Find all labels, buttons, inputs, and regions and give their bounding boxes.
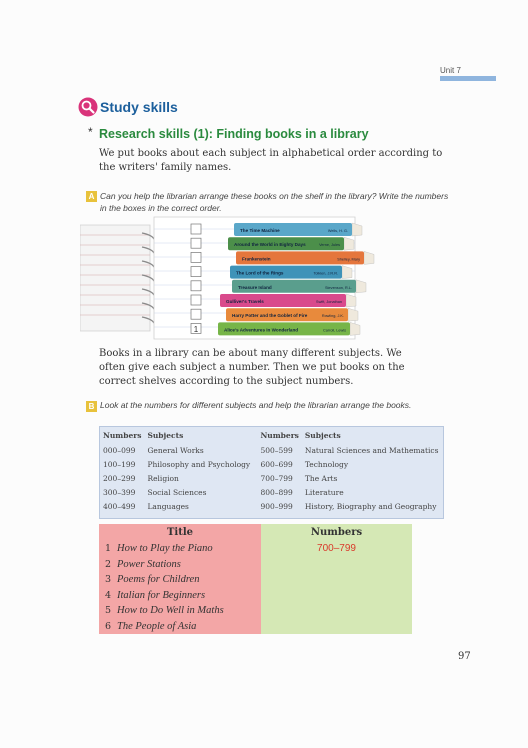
book-author-text: Rowling, J.K. [321,314,344,319]
answer-number-field[interactable] [261,557,412,573]
checkbox-number: 1 [193,324,199,334]
book-title: The People of Asia [117,619,261,635]
book-title-text: Around the World in Eighty Days [234,242,306,248]
section-b-instruction: Look at the numbers for different subjects and help the librarian arrange the books. [100,400,412,410]
subject-name: Literature [304,487,344,497]
book-title: Power Stations [117,557,261,573]
magnifier-badge-icon [78,97,98,117]
header-subjects-2: Subjects [304,430,341,440]
subject-number-range: 100–199 [103,459,136,469]
book-title: How to Do Well in Maths [117,603,261,619]
subject-number-range: 800–899 [260,487,293,497]
subject-number-range: 300–399 [103,487,136,497]
row-number: 2 [99,557,117,573]
book-title-text: Alice's Adventures in Wonderland [224,327,299,333]
subject-number-range: 900–999 [260,501,293,511]
order-checkbox[interactable] [191,267,201,277]
subject-name: History, Biography and Geography [304,501,437,511]
subject-name: The Arts [304,473,338,483]
star-marker: * [88,125,93,139]
book-title-text: Treasure Island [238,284,272,290]
section-b-badge: B [86,401,97,412]
book-title-text: Harry Potter and the Goblet of Fire [232,313,308,319]
row-number: 6 [99,619,117,635]
title-row [99,572,412,588]
book-title-text: Frankenstein [242,256,271,262]
book-author-text: Shelley, Mary [337,257,360,262]
book-spine [218,322,360,335]
book-spine [226,308,358,321]
book-author-text: Verne, Jules [319,243,340,248]
subject-name: Social Sciences [147,487,207,497]
section-a-badge: A [86,191,97,202]
subject-name: General Works [147,445,204,455]
book-spine [234,223,362,236]
book-title: Italian for Beginners [117,588,261,604]
answer-number-field[interactable] [261,619,412,635]
study-skills-title: Study skills [100,99,178,115]
page-number: 97 [458,651,471,662]
subject-number-range: 700–799 [260,473,293,483]
book-spine [228,237,354,250]
answer-number-field[interactable] [261,588,412,604]
order-checkbox[interactable] [191,238,201,248]
title-row [99,603,412,619]
title-numbers-table [99,524,412,634]
order-checkbox[interactable] [191,295,201,305]
subject-row [100,471,443,485]
section-a-instruction: Can you help the librarian arrange these books on the shelf in the library? Write the numbers in the boxes in the correct order. [100,191,449,213]
book-spine [236,251,374,264]
book-title-text: The Time Machine [240,228,280,233]
subject-number-range: 500–599 [260,445,293,455]
answer-number-field[interactable]: 700–799 [261,541,412,557]
subject-name: Natural Sciences and Mathematics [304,445,439,455]
subject-row [100,457,443,471]
book-spine [220,294,356,307]
unit-label: Unit 7 [440,66,461,75]
answer-number-field[interactable] [261,603,412,619]
subject-row [100,499,443,513]
subject-number-range: 600–699 [260,459,293,469]
header-numbers-2: Numbers [260,430,299,440]
book-spine [232,280,366,293]
book-title: Poems for Children [117,572,261,588]
title-row [99,557,412,573]
subject-name: Philosophy and Psychology [147,459,251,469]
row-number: 4 [99,588,117,604]
book-author-text: Swift, Jonathan [316,300,342,304]
research-skills-title: Research skills (1): Finding books in a library [99,127,369,141]
order-checkbox[interactable] [191,309,201,319]
intro-paragraph: We put books about each subject in alphabetical order according to the writers' family names. [99,148,443,173]
subject-number-range: 000–099 [103,445,136,455]
header-numbers: Numbers [261,524,412,541]
unit-bar [440,76,496,81]
book-author-text: Wells, H. G. [327,229,348,233]
row-number: 5 [99,603,117,619]
bookshelf-illustration [80,213,440,343]
title-row [99,541,412,557]
book-title: How to Play the Piano [117,541,261,557]
title-row [99,588,412,604]
subjects-paragraph: Books in a library can be about many different subjects. We often give each subject a number. Then we put books on the correct shelves according to the subject numbers. [99,348,405,387]
header-numbers-1: Numbers [103,430,142,440]
order-checkbox[interactable] [191,224,201,234]
order-checkbox[interactable] [191,281,201,291]
order-checkbox[interactable] [191,252,201,262]
book-author-text: Stevenson, R.L. [324,285,352,290]
row-number: 3 [99,572,117,588]
subject-name: Technology [304,459,349,469]
row-number: 1 [99,541,117,557]
book-title-text: Gulliver's Travels [226,299,264,304]
subject-row [100,485,443,499]
book-spine [230,266,352,279]
title-row [99,619,412,635]
subject-row [100,443,443,457]
subject-name: Languages [147,501,189,511]
subject-numbers-table [99,426,444,519]
book-author-text: Tolkien, J.R.R. [313,271,338,276]
subject-number-range: 200–299 [103,473,136,483]
header-title: Title [99,524,261,541]
book-title-text: The Lord of the Rings [236,270,284,276]
header-subjects-1: Subjects [147,430,184,440]
subject-name: Religion [147,473,179,483]
answer-number-field[interactable] [261,572,412,588]
book-author-text: Carroll, Lewis [323,328,346,333]
subject-number-range: 400–499 [103,501,136,511]
